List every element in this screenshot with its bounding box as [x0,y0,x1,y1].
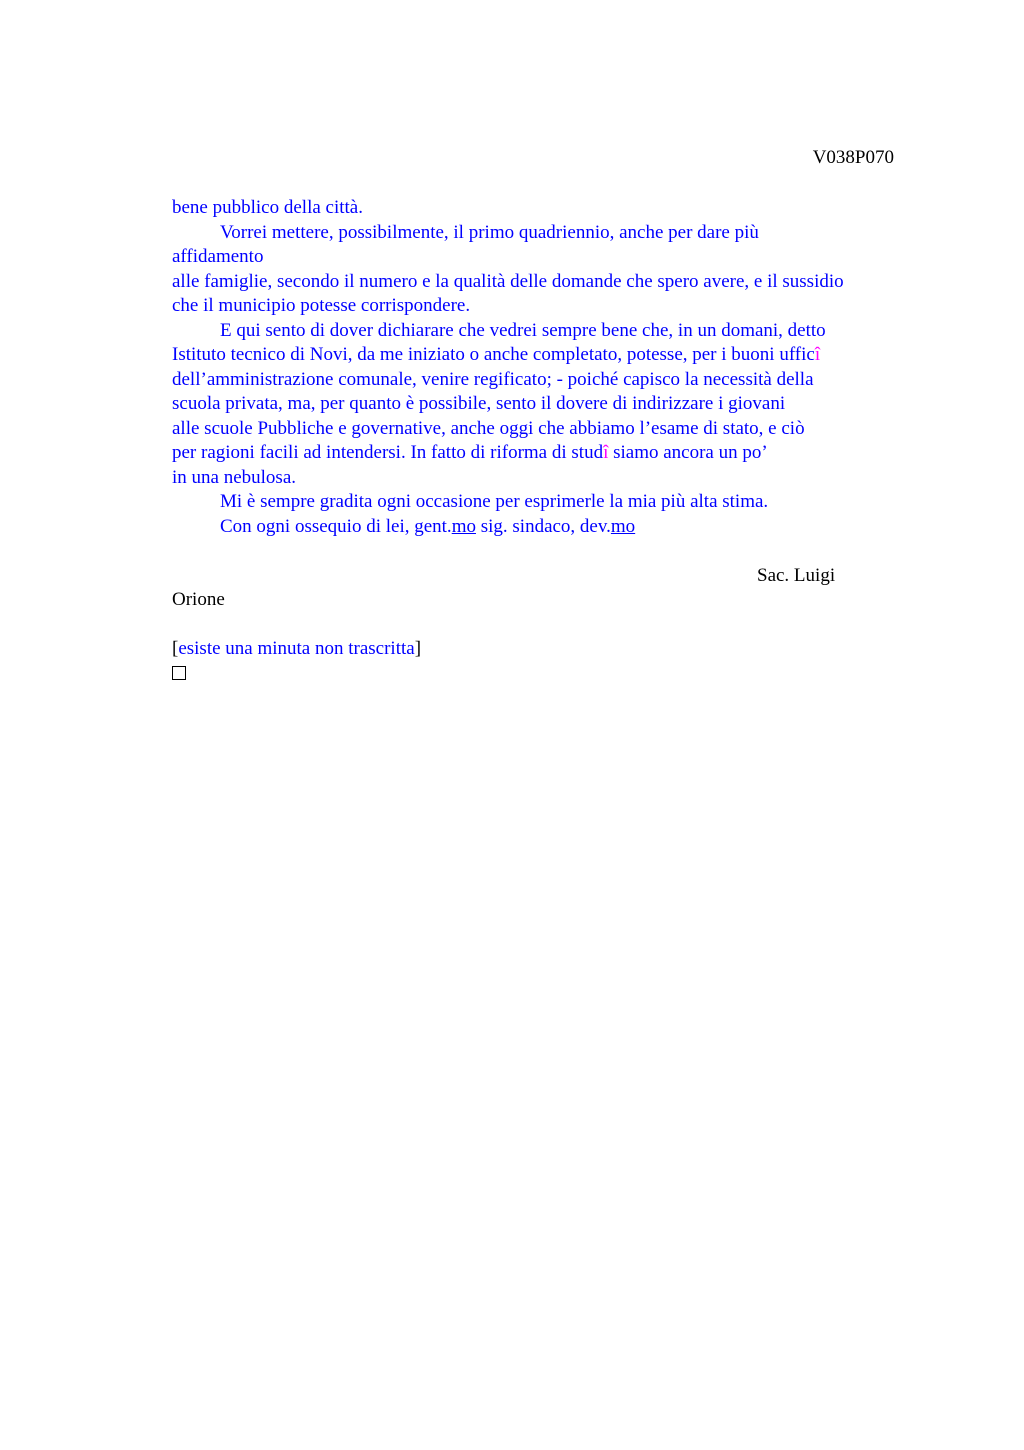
underlined-abbrev: mo [451,515,476,537]
bracket-close: ] [414,638,422,659]
bracket-open: [ [172,638,179,659]
text-line: scuola privata, ma, per quanto è possibile, sento il dovere di indirizzare i giovani [172,393,786,414]
text-line [172,441,912,466]
highlighted-char: î [814,344,821,365]
text-line: alle famiglie, secondo il numero e la qualità delle domande che spero avere, e il sussidio [172,270,844,292]
text-line: che il municipio potesse corrispondere. [172,295,471,316]
text-line: in una nebulosa. [172,466,297,488]
text-segment: Istituto tecnico di Novi, da me iniziato o anche completato, potesse, per i buoni uffic [172,344,815,365]
page-code: V038P070 [812,147,894,168]
text-line [172,515,912,540]
text-line: Vorrei mettere, possibilmente, il primo quadriennio, anche per dare più [220,221,759,243]
blank-line [172,613,912,638]
letter-body [172,196,912,686]
signature-name: Sac. Luigi [757,564,836,586]
note-text: esiste una minuta non trascritta [178,638,415,659]
editorial-note [172,637,912,662]
text-line: dell’amministrazione comunale, venire regificato; - poiché capisco la necessità della [172,368,814,390]
highlighted-char: î [603,442,609,463]
box-line [172,662,912,687]
empty-box-icon [172,666,186,680]
text-line [172,343,912,368]
text-line: bene pubblico della città. [172,197,363,218]
text-segment: siamo ancora un po’ [608,442,768,463]
text-line: affidamento [172,246,264,267]
text-line: alle scuole Pubbliche e governative, anche oggi che abbiamo l’esame di stato, e ciò [172,417,805,439]
text-segment: sig. sindaco, dev. [475,515,611,537]
text-line: Mi è sempre gradita ogni occasione per esprimerle la mia più alta stima. [220,491,769,512]
underlined-abbrev: mo [610,515,636,537]
text-segment: Con ogni ossequio di lei, gent. [220,515,452,537]
blank-line [172,539,912,564]
signature-line-2: Orione [172,589,225,610]
text-line: E qui sento di dover dichiarare che vedrei sempre bene che, in un domani, detto [220,319,826,341]
text-segment: per ragioni facili ad intendersi. In fatto di riforma di stud [172,442,604,463]
signature-line-1 [172,564,912,589]
